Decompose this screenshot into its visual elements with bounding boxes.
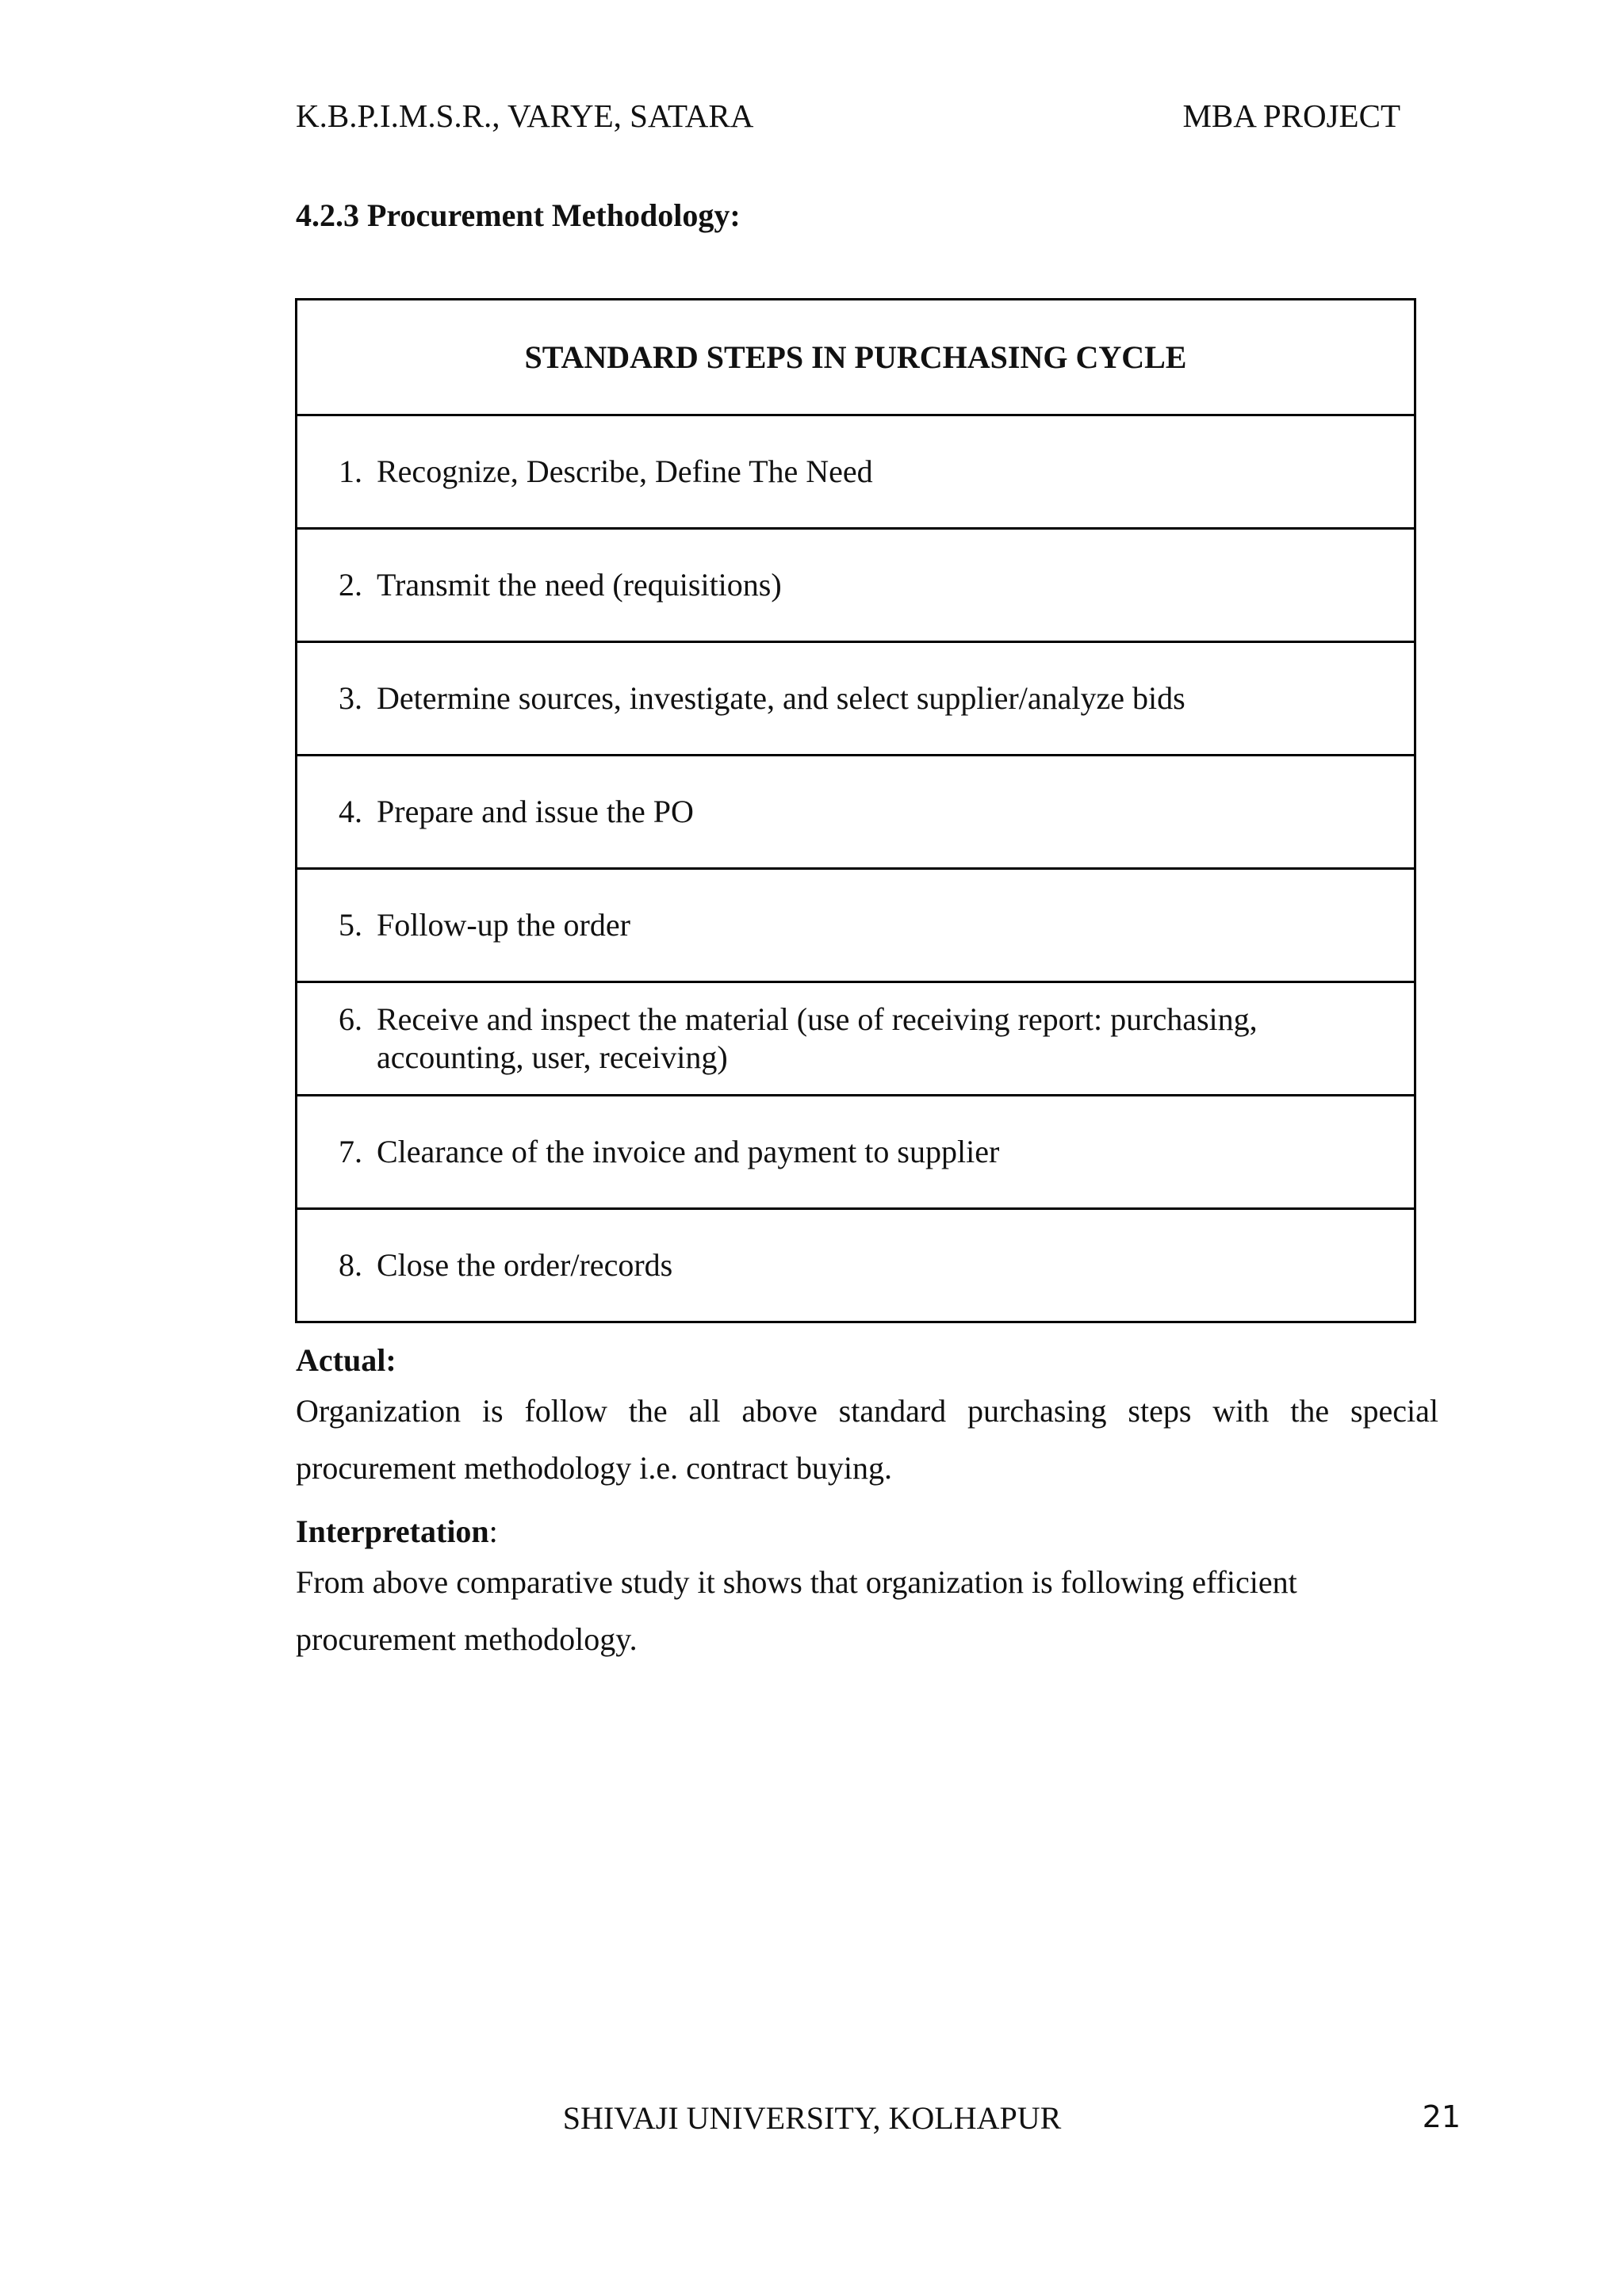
step-number: 3. [339, 680, 362, 716]
step-text: Receive and inspect the material (use of receiving report: purchasing, accounting, user, receiving) [377, 1001, 1258, 1075]
step-number: 5. [339, 907, 362, 943]
table-row [297, 1096, 1415, 1209]
step-text: Close the order/records [377, 1247, 673, 1283]
table-heading: STANDARD STEPS IN PURCHASING CYCLE [297, 300, 1415, 415]
footer-university: SHIVAJI UNIVERSITY, KOLHAPUR [562, 2100, 1062, 2136]
step-number: 8. [339, 1247, 362, 1283]
page-number: 21 [1422, 2099, 1461, 2134]
purchasing-steps-table [295, 298, 1416, 1323]
header-project: MBA PROJECT [1182, 98, 1400, 134]
interpretation-label: Interpretation [296, 1513, 489, 1549]
step-text: Recognize, Describe, Define The Need [377, 453, 873, 489]
step-text: Follow-up the order [377, 907, 630, 943]
step-number: 6. [339, 1001, 362, 1037]
step-text: Transmit the need (requisitions) [377, 567, 782, 603]
interpretation-paragraph: From above comparative study it shows that organization is following efficient procurement methodology. [296, 1564, 1297, 1657]
interpretation-heading [296, 1513, 498, 1550]
table-row [297, 869, 1415, 982]
step-number: 7. [339, 1134, 362, 1169]
interpretation-colon: : [488, 1513, 498, 1549]
table-header-row [297, 300, 1415, 415]
table-row [297, 529, 1415, 642]
step-number: 1. [339, 453, 362, 489]
table-row [297, 982, 1415, 1096]
section-title: 4.2.3 Procurement Methodology: [296, 197, 741, 233]
actual-paragraph: Organization is follow the all above standard purchasing steps with the special procurement methodology i.e. contract buying. [296, 1393, 1438, 1486]
step-number: 2. [339, 567, 362, 603]
step-text: Clearance of the invoice and payment to supplier [377, 1134, 1000, 1169]
table-row [297, 415, 1415, 529]
actual-label: Actual: [296, 1342, 396, 1378]
step-text: Prepare and issue the PO [377, 794, 694, 829]
table-row [297, 756, 1415, 869]
header-institute: K.B.P.I.M.S.R., VARYE, SATARA [296, 98, 754, 134]
step-text: Determine sources, investigate, and select supplier/analyze bids [377, 680, 1185, 716]
step-number: 4. [339, 794, 362, 829]
table-row [297, 1209, 1415, 1322]
table-row [297, 642, 1415, 756]
